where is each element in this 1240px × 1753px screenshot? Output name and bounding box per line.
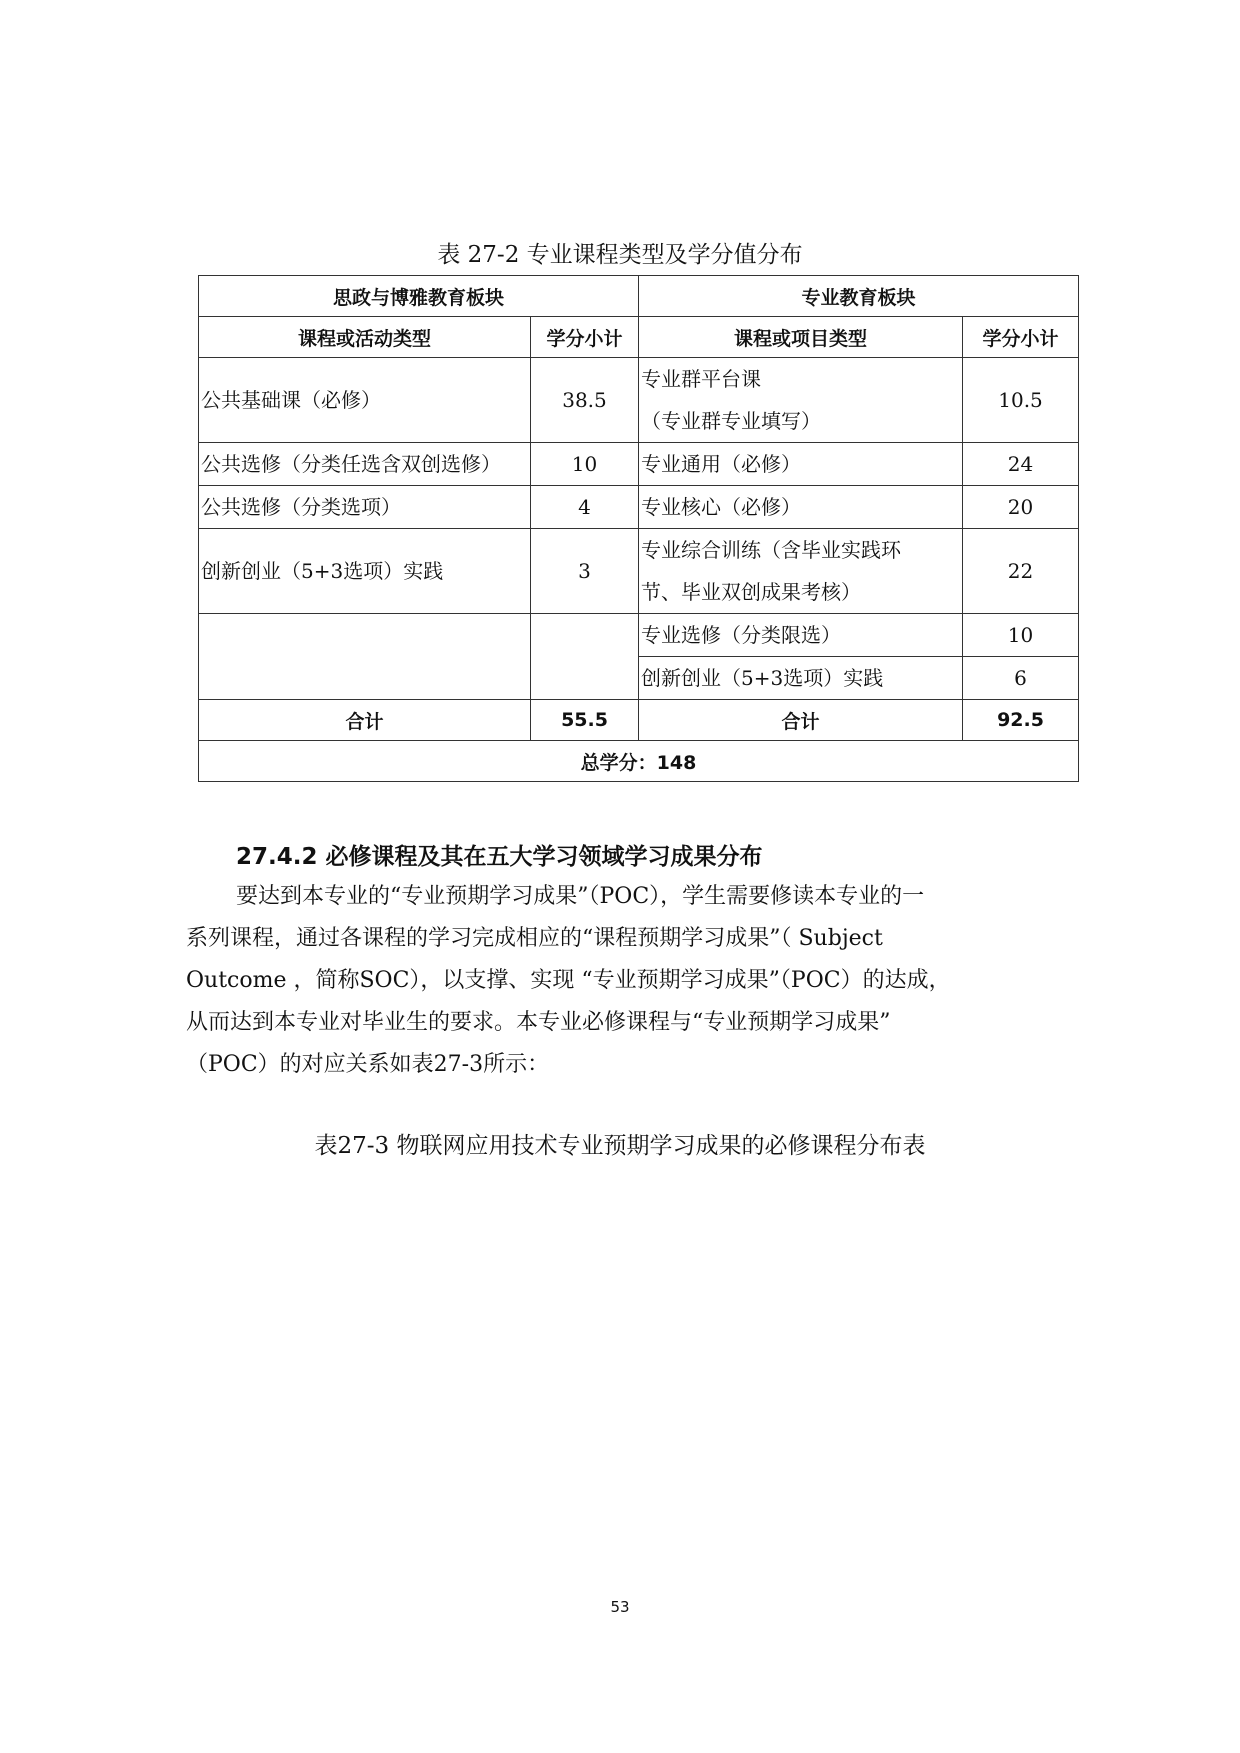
table-cell: 公共选修（分类任选含双创选修） bbox=[199, 443, 531, 486]
total-value: 92.5 bbox=[963, 700, 1079, 741]
table-cell: 公共基础课（必修） bbox=[199, 358, 531, 443]
table-row bbox=[199, 358, 1079, 443]
table-cell: 10.5 bbox=[963, 358, 1079, 443]
cell-line: 专业综合训练（含毕业实践环 bbox=[641, 538, 902, 562]
table-cell: 公共选修（分类选项） bbox=[199, 486, 531, 529]
table-cell: 38.5 bbox=[531, 358, 639, 443]
table-cell: 10 bbox=[531, 443, 639, 486]
table-cell bbox=[639, 358, 963, 443]
group-header-left: 思政与博雅教育板块 bbox=[199, 276, 639, 317]
table-cell bbox=[639, 529, 963, 614]
table-caption: 表 27-2 专业课程类型及学分值分布 bbox=[437, 242, 803, 268]
table-cell: 24 bbox=[963, 443, 1079, 486]
column-header: 课程或项目类型 bbox=[639, 317, 963, 358]
table-row bbox=[199, 529, 1079, 614]
cell-line: 专业群平台课 bbox=[641, 367, 762, 391]
table-caption: 表27-3 物联网应用技术专业预期学习成果的必修课程分布表 bbox=[314, 1133, 926, 1159]
table-row bbox=[199, 700, 1079, 741]
table-cell: 专业通用（必修） bbox=[639, 443, 963, 486]
body-paragraph bbox=[186, 876, 1066, 1086]
table-row bbox=[199, 614, 1079, 657]
section-heading: 27.4.2 必修课程及其在五大学习领域学习成果分布 bbox=[236, 844, 763, 870]
total-label: 合计 bbox=[639, 700, 963, 741]
paragraph-line: 从而达到本专业对毕业生的要求。本专业必修课程与“专业预期学习成果” bbox=[186, 1010, 891, 1035]
table-cell: 20 bbox=[963, 486, 1079, 529]
total-label: 合计 bbox=[199, 700, 531, 741]
table-cell: 创新创业（5+3选项）实践 bbox=[639, 657, 963, 700]
paragraph-line: Outcome ，简称SOC），以支撑、实现 “专业预期学习成果”（POC）的达成， bbox=[186, 968, 951, 993]
group-header-right: 专业教育板块 bbox=[639, 276, 1079, 317]
column-header: 课程或活动类型 bbox=[199, 317, 531, 358]
table-row bbox=[199, 741, 1079, 782]
table-cell: 22 bbox=[963, 529, 1079, 614]
table-row bbox=[199, 276, 1079, 317]
column-header: 学分小计 bbox=[531, 317, 639, 358]
paragraph-line: 系列课程，通过各课程的学习完成相应的“课程预期学习成果”（ Subject bbox=[186, 926, 883, 951]
table-cell: 专业选修（分类限选） bbox=[639, 614, 963, 657]
paragraph-line: 要达到本专业的“专业预期学习成果”（POC），学生需要修读本专业的一 bbox=[236, 884, 925, 909]
empty-cell bbox=[531, 614, 639, 700]
table-cell: 6 bbox=[963, 657, 1079, 700]
table-row bbox=[199, 317, 1079, 358]
cell-line: 节、毕业双创成果考核） bbox=[641, 580, 862, 604]
table-cell: 10 bbox=[963, 614, 1079, 657]
credit-distribution-table bbox=[198, 275, 1079, 782]
table-row bbox=[199, 486, 1079, 529]
total-value: 55.5 bbox=[531, 700, 639, 741]
table-cell: 专业核心（必修） bbox=[639, 486, 963, 529]
empty-cell bbox=[199, 614, 531, 700]
cell-line: （专业群专业填写） bbox=[641, 409, 822, 433]
column-header: 学分小计 bbox=[963, 317, 1079, 358]
table-row bbox=[199, 443, 1079, 486]
table-cell: 4 bbox=[531, 486, 639, 529]
table-cell: 3 bbox=[531, 529, 639, 614]
table-cell: 创新创业（5+3选项）实践 bbox=[199, 529, 531, 614]
page-number: 53 bbox=[610, 1598, 630, 1616]
paragraph-line: （POC）的对应关系如表27-3所示： bbox=[186, 1052, 550, 1077]
grand-total: 总学分：148 bbox=[199, 741, 1079, 782]
